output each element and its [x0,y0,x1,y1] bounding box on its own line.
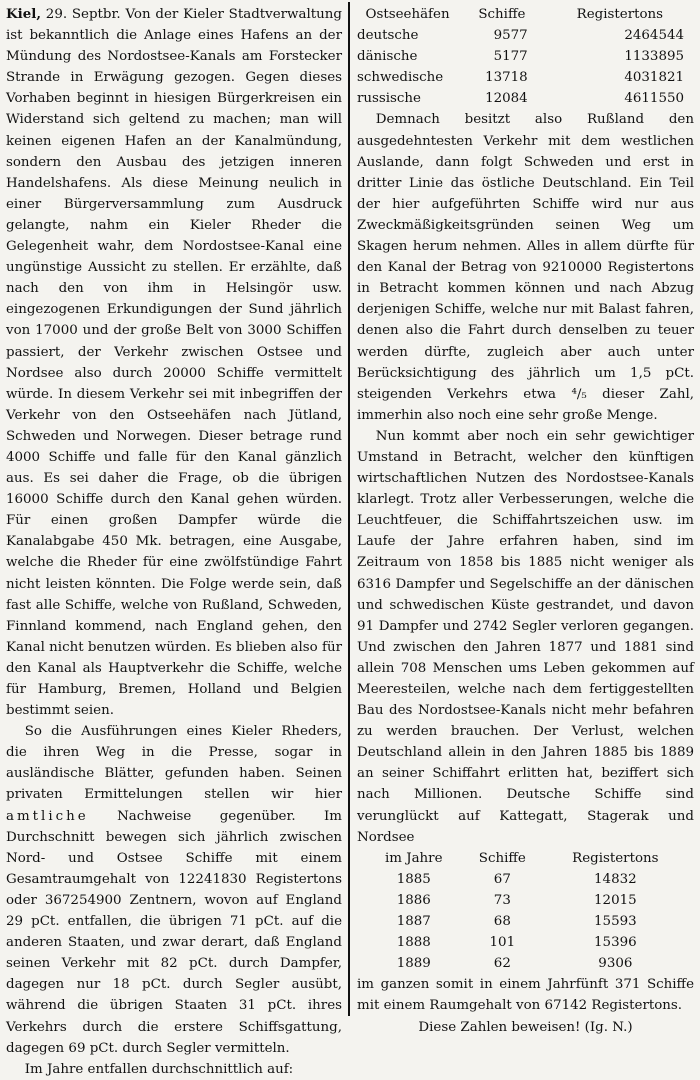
table-row [365,869,689,890]
column-rule [348,2,350,1016]
paragraph-5: Nun kommt aber noch ein sehr gewichtiger Umstand in Betracht, welcher den künftigen wirtschaftlichen Nutzen des Nordostsee-Kanals klarlegt. Trotz aller Verbesserungen, welche die Leuchtfeuer, die Schiffahrtszeichen usw. im Laufe der Jahre erfahren haben, sind im Zeitraum von 1858 bis 1885 nicht weniger als 6316 Dampfer und Segelschiffe an der dänischen und schwedischen Küste gestrandet, und davon 91 Dampfer und 2742 Segler verloren gegangen. Und zwischen den Jahren 1877 und 1881 sind allein 708 Menschen ums Leben gekommen auf Meeresteilen, welche nach dem fertiggestellten Bau des Nordostsee-Kanals nicht mehr befahren zu werden brauchen. Der Verlust, welchen Deutschland allein in den Jahren 1885 bis 1889 an seiner Schiffahrt erlitten hat, beziffert sich nach Millionen. Deutsche Schiffe sind verunglückt auf Kattegatt, Stagerak und Nordsee [357,428,694,845]
losses-ships: 67 [493,871,511,887]
table-row [365,911,689,932]
closing-line: Diese Zahlen beweisen! (Ig. N.) [418,1019,633,1035]
paragraph-2-text-a: So die Ausführungen eines Kieler Rheders, die ihren Weg in die Presse, sogar in ausländische Blätter, gefunden haben. Seinen privaten Ermittelungen stellen wir hier [6,724,342,803]
ports-header-tons: Registertons [576,7,664,22]
losses-year: 1885 [396,871,431,887]
table-row [357,25,694,46]
losses-table [365,848,689,975]
ports-tons: 1133895 [624,49,684,65]
ports-header-ships: Schiffe [478,7,526,22]
losses-header-ships: Schiffe [478,850,526,866]
losses-tons: 14832 [594,871,637,887]
table-row [365,932,689,953]
ports-country: deutsche [357,28,419,44]
losses-year: 1889 [396,956,431,972]
losses-year: 1888 [396,935,431,951]
losses-ships: 68 [493,914,511,930]
table-row [357,88,694,109]
table-row [357,67,694,88]
losses-tons: 12015 [594,892,637,908]
table-row [357,46,694,67]
paragraph-2-emphasis: amtliche [6,808,89,824]
paragraph-intro [6,4,342,721]
ports-tons: 4031821 [624,70,684,86]
ports-table [357,4,694,109]
losses-tons: 15593 [594,914,637,930]
paragraph-4: Demnach besitzt also Rußland den ausgedehntesten Verkehr mit dem westlichen Auslande, dann folgt Schweden und erst in dritter Linie das östliche Deutschland. Ein Teil der hier aufgeführten Schiffe wird nur aus Zweckmäßigkeitsgründen seinen Weg um Skagen herum nehmen. Alles in allem dürfte für den Kanal der Betrag von 9210000 Registertons in Betracht kommen können und nach Abzug derjenigen Schiffe, welche nur mit Balast fahren, denen also die Fahrt durch denselben zu teuer werden dürfte, zugleich aber auch unter Berücksichtigung des jährlich um 1,5 pCt. steigenden Verkehrs etwa ⁴/₅ dieser Zahl, immerhin also noch eine sehr große Menge. [357,112,694,423]
paragraph-6: im ganzen somit in einem Jahrfünft 371 Schiffe mit einem Raumgehalt von 67142 Registertons. [357,977,694,1014]
losses-ships: 73 [493,892,511,908]
ports-ships: 5177 [493,49,528,65]
ports-ships: 13718 [485,70,528,86]
ports-ships: 9577 [493,28,528,44]
ports-table-header [357,4,694,25]
paragraph-2 [6,721,342,1059]
ports-country: dänische [357,49,418,65]
losses-header-tons: Registertons [572,850,659,866]
losses-year: 1886 [396,892,431,908]
table-row [365,953,689,974]
losses-ships: 101 [489,935,516,951]
ports-tons: 2464544 [624,28,684,44]
ports-country: russische [357,91,421,107]
losses-header-year: im Jahre [384,850,443,866]
ports-tons: 4611550 [624,91,684,107]
ports-header-ports: Ostseehäfen [365,7,450,22]
losses-tons: 9306 [598,956,633,972]
dateline-place: Kiel, [6,6,41,22]
losses-year: 1887 [396,914,431,930]
losses-ships: 62 [493,956,511,972]
table-row [365,890,689,911]
ports-ships: 12084 [485,91,528,107]
ports-country: schwedische [357,70,444,86]
losses-tons: 15396 [594,935,637,951]
paragraph-1-text: Von der Kieler Stadtverwaltung ist bekanntlich die Anlage eines Hafens an der Mündung des Nordostsee-Kanals am Forstecker Strande in Erwägung gezogen. Gegen dieses Vorhaben beginnt in hiesigen Bürgerkreisen ein Widerstand sich geltend zu machen; man will keinen eigenen Hafen an der Kanalmündung, sondern den Ausbau des jetzigen inneren Handelshafens. Als diese Meinung neulich in einer Bürgerversammlung zum Ausdruck gelangte, nahm ein Kieler Rheder die Gelegenheit wahr, dem Nordostsee-Kanal eine ungünstige Aussicht zu stellen. Er erzählte, daß nach den von ihm in Helsingör usw. eingezogenen Erkundigungen der Sund jährlich von 17000 und der große Belt von 3000 Schiffen passiert, der Verkehr zwischen Ostsee und Nordsee also durch 20000 Schiffe vermittelt würde. In diesem Verkehr sei mit inbegriffen der Verkehr von den Ostseehäfen nach Jütland, Schweden und Norwegen. Dieser betrage rund 4000 Schiffe und falle für den Kanal gänzlich aus. Es sei daher die Frage, ob die übrigen 16000 Schiffe durch den Kanal gehen würden. Für einen großen Dampfer würde die Kanalabgabe 450 Mk. betragen, eine Ausgabe, welche die Rheder für eine zwölfstündige Fahrt nicht leisten könnten. Die Folge werde sein, daß fast alle Schiffe, welche von Rußland, Schweden, Finnland kommend, nach England gehen, den Kanal nicht benutzen würden. Es blieben also für den Kanal als Hauptverkehr die Schiffe, welche für Hamburg, Bremen, Holland und Belgien bestimmt seien. [6,7,342,719]
dateline-date: 29. Septbr. [45,7,121,22]
paragraph-3: Im Jahre entfallen durchschnittlich auf: [24,1061,294,1077]
right-column [357,4,694,1035]
losses-table-header [365,848,689,869]
paragraph-2-text-b: Nachweise gegenüber. Im Durchschnitt bewegen sich jährlich zwischen Nord- und Ostsee Schiffe mit einem Gesamtraumgehalt von 12241830 Registertons oder 367254900 Zentnern, wovon auf England 29 pCt. entfallen, die übrigen 71 pCt. auf die anderen Staaten, und zwar derart, daß England seinen Verkehr mit 82 pCt. durch Dampfer, dagegen nur 18 pCt. durch Segler ausübt, während die übrigen Staaten 31 pCt. ihres Verkehrs durch die erstere Schiffsgattung, dagegen 69 pCt. durch Segler vermitteln. [6,808,342,1056]
left-column [6,4,342,1077]
